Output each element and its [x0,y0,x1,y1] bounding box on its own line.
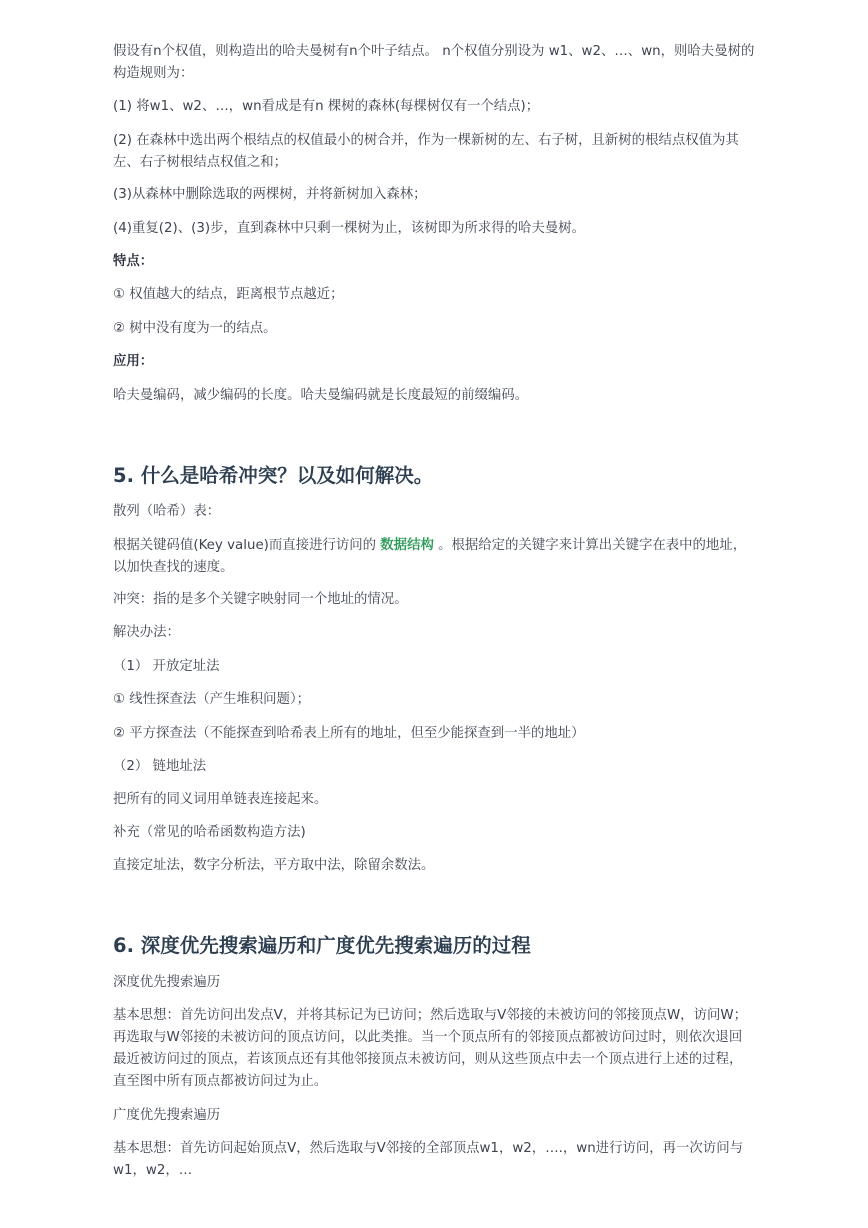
open-addressing: （1） 开放定址法 [113,659,220,674]
chaining: （2） 链地址法 [113,759,207,774]
dfs-label: 深度优先搜索遍历 [113,975,221,990]
huffman-rule-1: (1) 将w1、w2、…，wn看成是有n 棵树的森林(每棵树仅有一个结点)； [113,99,540,114]
bfs-label: 广度优先搜索遍历 [113,1108,221,1123]
hash-def-suffix: 。根据给定的关键字来计算出关键字在表中的地址，以加快查找的速度。 [113,538,747,575]
feature-1: ① 权值越大的结点，距离根节点越近； [113,287,344,302]
hash-methods: 直接定址法，数字分析法，平方取中法，除留余数法。 [113,858,435,873]
solutions-label: 解决办法： [113,625,180,640]
section-6-heading: 6. 深度优先搜索遍历和广度优先搜索遍历的过程 [113,934,531,957]
huffman-rule-2: (2) 在森林中选出两个根结点的权值最小的树合并，作为一棵新树的左、右子树，且新树的根结点权值为其左、右子树根结点权值之和； [113,133,739,170]
section-5-heading: 5. 什么是哈希冲突？以及如何解决。 [113,464,434,487]
hash-def-prefix: 根据关键码值(Key value)而直接进行访问的 [113,538,381,553]
apply-label: 应用： [113,354,154,369]
huffman-rule-3: (3)从森林中删除选取的两棵树，并将新树加入森林； [113,187,427,202]
hash-definition [113,535,755,579]
feature-2: ② 树中没有度为一的结点。 [113,321,277,336]
features-label: 特点： [113,254,154,269]
bfs-text: 基本思想：首先访问起始顶点V，然后选取与V邻接的全部顶点w1，w2，….，wn进行访问，再一次访问与w1，w2，… [113,1141,743,1178]
huffman-intro: 假设有n个权值，则构造出的哈夫曼树有n个叶子结点。 n个权值分别设为 w1、w2、…、wn，则哈夫曼树的构造规则为： [113,44,755,81]
apply-text: 哈夫曼编码，减少编码的长度。哈夫曼编码就是长度最短的前缀编码。 [113,388,529,403]
dfs-text: 基本思想：首先访问出发点V，并将其标记为已访问；然后选取与V邻接的未被访问的邻接顶点W，访问W；再选取与W邻接的未被访问的顶点访问，以此类推。当一个顶点所有的邻接顶点都被访问过时，则依次退回最近被访问过的顶点，若该顶点还有其他邻接顶点未被访问，则从这些顶点中去一个顶点进行上述的过程，直至图中所有顶点都被访问过为止。 [113,1008,747,1089]
huffman-rule-4: (4)重复(2)、(3)步，直到森林中只剩一棵树为止，该树即为所求得的哈夫曼树。 [113,221,586,236]
hash-table-label: 散列（哈希）表： [113,504,221,519]
supplement: 补充（常见的哈希函数构造方法) [113,825,306,840]
chaining-desc: 把所有的同义词用单链表连接起来。 [113,792,328,807]
linear-probing: ① 线性探查法（产生堆积问题）； [113,692,311,707]
conflict-definition: 冲突：指的是多个关键字映射同一个地址的情况。 [113,592,408,607]
quadratic-probing: ② 平方探查法（不能探查到哈希表上所有的地址，但至少能探查到一半的地址） [113,726,585,741]
data-structure-link[interactable]: 数据结构 [380,538,434,553]
